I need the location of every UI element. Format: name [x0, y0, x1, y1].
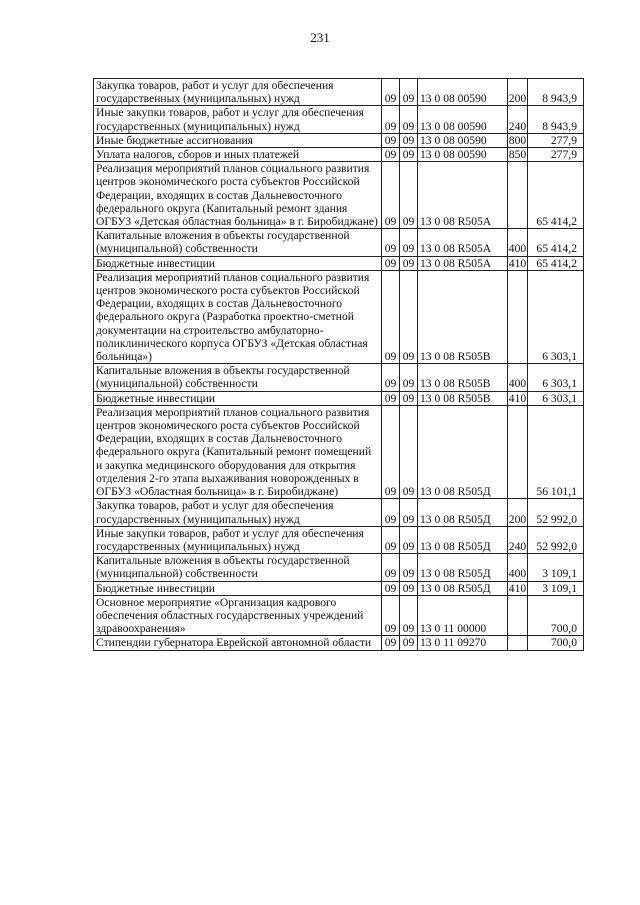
- program-code-cell: 13 0 11 09270: [418, 636, 508, 650]
- subsection-code-cell: 09: [400, 499, 418, 526]
- table-row: [94, 499, 584, 526]
- row-name-cell: Бюджетные инвестиции: [94, 256, 382, 270]
- amount-cell: 65 414,2: [528, 229, 584, 256]
- amount-cell: 6 303,1: [528, 364, 584, 391]
- amount-cell: 65 414,2: [528, 256, 584, 270]
- amount-cell: 65 414,2: [528, 162, 584, 229]
- amount-cell: 277,9: [528, 148, 584, 162]
- section-code-cell: 09: [382, 526, 400, 553]
- row-name-cell: Капитальные вложения в объекты государственной (муниципальной) собственности: [94, 554, 382, 581]
- amount-cell: 277,9: [528, 133, 584, 147]
- section-code-cell: 09: [382, 364, 400, 391]
- row-name-cell: Основное мероприятие «Организация кадрового обеспечения областных государственных учреждений здравоохранения»: [94, 595, 382, 636]
- subsection-code-cell: 09: [400, 405, 418, 498]
- program-code-cell: 13 0 08 R505В: [418, 270, 508, 363]
- subsection-code-cell: 09: [400, 364, 418, 391]
- subsection-code-cell: 09: [400, 229, 418, 256]
- subsection-code-cell: 09: [400, 636, 418, 650]
- subsection-code-cell: 09: [400, 79, 418, 106]
- subsection-code-cell: 09: [400, 581, 418, 595]
- table-row: [94, 162, 584, 229]
- expense-type-cell: 850: [508, 148, 527, 162]
- section-code-cell: 09: [382, 270, 400, 363]
- program-code-cell: 13 0 08 R505Д: [418, 554, 508, 581]
- subsection-code-cell: 09: [400, 595, 418, 636]
- row-name-cell: Бюджетные инвестиции: [94, 391, 382, 405]
- table-row: [94, 554, 584, 581]
- table-row: [94, 270, 584, 363]
- row-name-cell: Бюджетные инвестиции: [94, 581, 382, 595]
- row-name-cell: Капитальные вложения в объекты государственной (муниципальной) собственности: [94, 364, 382, 391]
- section-code-cell: 09: [382, 148, 400, 162]
- expense-type-cell: 240: [508, 106, 528, 133]
- section-code-cell: 09: [382, 595, 400, 636]
- table-row: [94, 133, 584, 147]
- program-code-cell: 13 0 08 00590: [418, 133, 508, 147]
- row-name-cell: Реализация мероприятий планов социального развития центров экономического роста субъектов Российской Федерации, входящих в состав Дальневосточного федерального округа (Капитальный ремонт помещений и закупка медицинского оборудования для открытия отделения 2-го этапа выхаживания новорожденных в ОГБУЗ «Областная больница» в г. Биробиджане): [94, 405, 382, 498]
- expense-type-cell: 200: [508, 79, 528, 106]
- program-code-cell: 13 0 08 R505Д: [418, 499, 508, 526]
- budget-table-body: [94, 79, 584, 651]
- program-code-cell: 13 0 08 00590: [418, 148, 508, 162]
- expense-type-cell: 400: [508, 364, 528, 391]
- expense-type-cell: [508, 595, 528, 636]
- amount-cell: 56 101,1: [528, 405, 584, 498]
- program-code-cell: 13 0 08 R505А: [418, 162, 508, 229]
- expense-type-cell: [508, 405, 528, 498]
- table-row: [94, 256, 584, 270]
- expense-type-cell: 800: [508, 133, 527, 147]
- amount-cell: 52 992,0: [528, 526, 584, 553]
- expense-type-cell: [508, 636, 528, 650]
- expense-type-cell: [508, 270, 528, 363]
- program-code-cell: 13 0 08 R505Д: [418, 581, 508, 595]
- table-row: [94, 581, 584, 595]
- program-code-cell: 13 0 08 00590: [418, 106, 508, 133]
- section-code-cell: 09: [382, 256, 400, 270]
- table-row: [94, 636, 584, 650]
- program-code-cell: 13 0 08 R505А: [418, 229, 508, 256]
- amount-cell: 700,0: [528, 636, 584, 650]
- table-row: [94, 405, 584, 498]
- subsection-code-cell: 09: [400, 554, 418, 581]
- program-code-cell: 13 0 11 00000: [418, 595, 508, 636]
- program-code-cell: 13 0 08 R505В: [418, 364, 508, 391]
- section-code-cell: 09: [382, 405, 400, 498]
- amount-cell: 52 992,0: [528, 499, 584, 526]
- section-code-cell: 09: [382, 636, 400, 650]
- amount-cell: 8 943,9: [528, 106, 584, 133]
- section-code-cell: 09: [382, 229, 400, 256]
- row-name-cell: Уплата налогов, сборов и иных платежей: [94, 148, 382, 162]
- row-name-cell: Иные закупки товаров, работ и услуг для обеспечения государственных (муниципальных) нужд: [94, 526, 382, 553]
- table-row: [94, 79, 584, 106]
- table-row: [94, 364, 584, 391]
- section-code-cell: 09: [382, 554, 400, 581]
- expense-type-cell: 240: [508, 526, 528, 553]
- expense-type-cell: 410: [508, 581, 527, 595]
- row-name-cell: Закупка товаров, работ и услуг для обеспечения государственных (муниципальных) нужд: [94, 499, 382, 526]
- row-name-cell: Реализация мероприятий планов социального развития центров экономического роста субъектов Российской Федерации, входящих в состав Дальневосточного федерального округа (Капитальный ремонт здания ОГБУЗ «Детская областная больница» в г. Биробиджане): [94, 162, 382, 229]
- subsection-code-cell: 09: [400, 162, 418, 229]
- amount-cell: 6 303,1: [528, 391, 584, 405]
- row-name-cell: Закупка товаров, работ и услуг для обеспечения государственных (муниципальных) нужд: [94, 79, 382, 106]
- table-row: [94, 229, 584, 256]
- page-number: 231: [310, 30, 330, 45]
- table-row: [94, 391, 584, 405]
- amount-cell: 3 109,1: [528, 581, 584, 595]
- expense-type-cell: 400: [508, 229, 528, 256]
- section-code-cell: 09: [382, 79, 400, 106]
- subsection-code-cell: 09: [400, 391, 418, 405]
- expense-type-cell: [508, 162, 528, 229]
- expense-type-cell: 200: [508, 499, 528, 526]
- subsection-code-cell: 09: [400, 106, 418, 133]
- section-code-cell: 09: [382, 391, 400, 405]
- program-code-cell: 13 0 08 R505Д: [418, 405, 508, 498]
- subsection-code-cell: 09: [400, 270, 418, 363]
- row-name-cell: Капитальные вложения в объекты государственной (муниципальной) собственности: [94, 229, 382, 256]
- section-code-cell: 09: [382, 106, 400, 133]
- section-code-cell: 09: [382, 581, 400, 595]
- table-row: [94, 595, 584, 636]
- amount-cell: 700,0: [528, 595, 584, 636]
- section-code-cell: 09: [382, 162, 400, 229]
- row-name-cell: Иные закупки товаров, работ и услуг для обеспечения государственных (муниципальных) нужд: [94, 106, 382, 133]
- table-row: [94, 526, 584, 553]
- table-row: [94, 148, 584, 162]
- expense-type-cell: 410: [508, 256, 527, 270]
- program-code-cell: 13 0 08 00590: [418, 79, 508, 106]
- amount-cell: 8 943,9: [528, 79, 584, 106]
- expense-type-cell: 400: [508, 554, 528, 581]
- expense-type-cell: 410: [508, 391, 527, 405]
- row-name-cell: Иные бюджетные ассигнования: [94, 133, 382, 147]
- program-code-cell: 13 0 08 R505В: [418, 391, 508, 405]
- amount-cell: 3 109,1: [528, 554, 584, 581]
- program-code-cell: 13 0 08 R505А: [418, 256, 508, 270]
- section-code-cell: 09: [382, 499, 400, 526]
- subsection-code-cell: 09: [400, 256, 418, 270]
- subsection-code-cell: 09: [400, 526, 418, 553]
- section-code-cell: 09: [382, 133, 400, 147]
- row-name-cell: Стипендии губернатора Еврейской автономной области: [94, 636, 382, 650]
- budget-table: [93, 78, 584, 651]
- table-row: [94, 106, 584, 133]
- subsection-code-cell: 09: [400, 148, 418, 162]
- row-name-cell: Реализация мероприятий планов социального развития центров экономического роста субъектов Российской Федерации, входящих в состав Дальневосточного федерального округа (Разработка проектно-сметной документации на строительство амбулаторно-поликлинического корпуса ОГБУЗ «Детская областная больница»): [94, 270, 382, 363]
- amount-cell: 6 303,1: [528, 270, 584, 363]
- subsection-code-cell: 09: [400, 133, 418, 147]
- program-code-cell: 13 0 08 R505Д: [418, 526, 508, 553]
